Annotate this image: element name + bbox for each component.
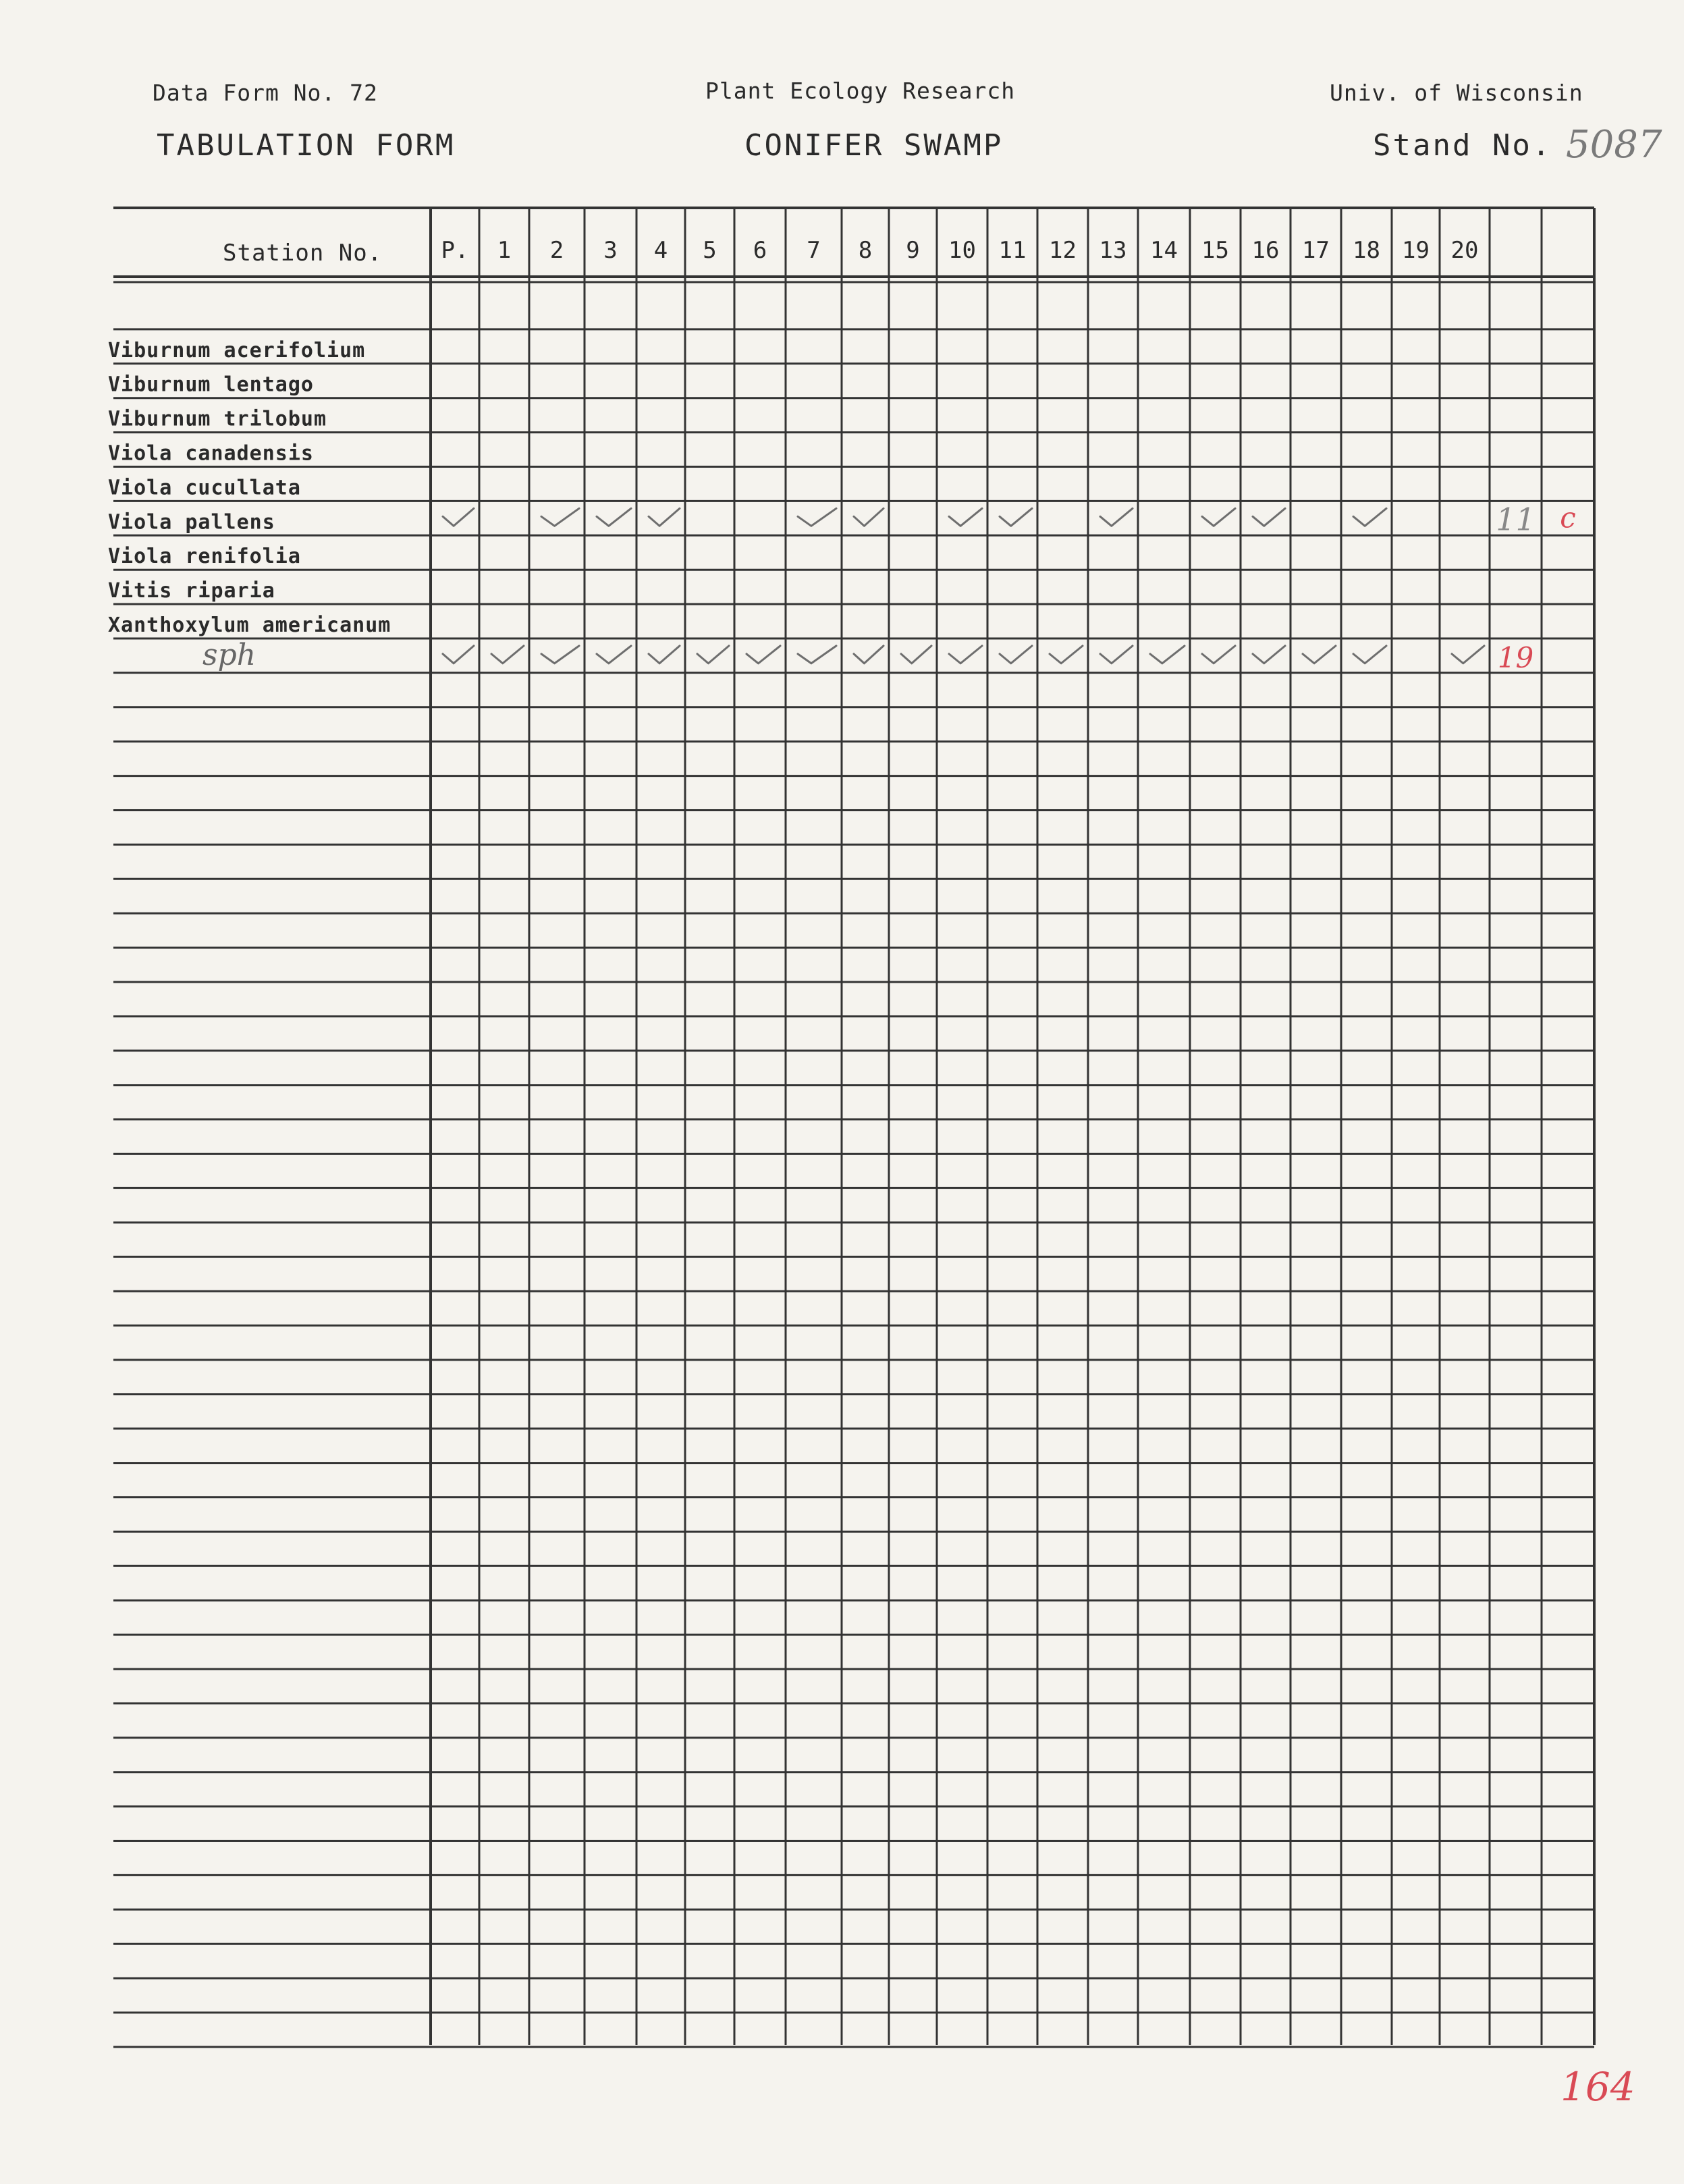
check-mark: [597, 646, 631, 663]
check-mark: [1303, 646, 1336, 663]
grid-marks: [443, 501, 1576, 674]
station-column-label: 15: [1201, 237, 1229, 264]
row-total: 11: [1496, 501, 1536, 538]
station-column-label: 1: [497, 237, 512, 264]
grid-lines: [113, 208, 1594, 2047]
station-column-label: 8: [858, 237, 873, 264]
row-note: c: [1560, 501, 1576, 535]
check-mark: [1100, 508, 1133, 526]
species-name: Viola cucullata: [108, 476, 301, 500]
row-total: 19: [1497, 640, 1534, 674]
station-column-label: 19: [1402, 237, 1430, 264]
check-mark: [854, 508, 884, 526]
check-mark: [901, 646, 931, 663]
check-mark: [854, 646, 884, 663]
station-column-label: 5: [703, 237, 717, 264]
station-column-label: 17: [1302, 237, 1330, 264]
check-mark: [1202, 646, 1235, 663]
check-mark: [1150, 646, 1185, 663]
form-title: TABULATION FORM: [157, 128, 456, 163]
form-number: Data Form No. 72: [153, 80, 378, 106]
station-number-label: Station No.: [223, 240, 383, 267]
check-mark: [541, 508, 579, 526]
check-mark: [491, 646, 524, 663]
species-name: Viola canadensis: [108, 441, 314, 466]
station-column-label: 10: [948, 237, 976, 264]
check-mark: [949, 646, 982, 663]
check-mark: [1353, 646, 1386, 663]
species-name: Xanthoxylum americanum: [108, 613, 391, 637]
check-mark: [798, 646, 836, 663]
station-column-label: 9: [906, 237, 920, 264]
check-mark: [1050, 646, 1083, 663]
station-column-label: 6: [753, 237, 767, 264]
species-name: Viburnum trilobum: [108, 407, 327, 431]
check-mark: [649, 646, 680, 663]
grid-labels: [108, 237, 1478, 672]
check-mark: [1452, 646, 1484, 663]
station-column-label: 20: [1450, 237, 1479, 264]
station-column-label: 12: [1049, 237, 1077, 264]
station-column-label: 18: [1353, 237, 1380, 264]
station-column-label: 2: [549, 237, 564, 264]
check-mark: [1253, 508, 1285, 526]
station-column-label: 14: [1150, 237, 1178, 264]
check-mark: [697, 646, 729, 663]
check-mark: [541, 646, 579, 663]
check-mark: [443, 508, 474, 526]
check-mark: [1000, 508, 1032, 526]
page-number: 164: [1560, 2064, 1635, 2110]
species-name: Viola renifolia: [108, 545, 301, 569]
species-name: Viola pallens: [108, 510, 275, 535]
species-name-handwritten: sph: [202, 637, 256, 672]
station-column-label: 3: [603, 237, 618, 264]
check-mark: [1353, 508, 1386, 526]
species-name: Vitis riparia: [108, 579, 275, 603]
species-name: Viburnum acerifolium: [108, 338, 366, 362]
check-mark: [1202, 508, 1235, 526]
station-column-label: P.: [441, 237, 469, 264]
station-column-label: 13: [1099, 237, 1127, 264]
check-mark: [597, 508, 631, 526]
check-mark: [1100, 646, 1133, 663]
research-heading: Plant Ecology Research: [705, 78, 1016, 104]
check-mark: [949, 508, 982, 526]
station-column-label: 4: [653, 237, 668, 264]
university-heading: Univ. of Wisconsin: [1330, 80, 1583, 106]
check-mark: [746, 646, 780, 663]
check-mark: [1253, 646, 1285, 663]
stand-number-label: Stand No.: [1373, 128, 1552, 163]
stand-number-value: 5087: [1566, 123, 1662, 167]
station-column-label: 16: [1251, 237, 1280, 264]
check-mark: [443, 646, 474, 663]
community-title: CONIFER SWAMP: [744, 128, 1004, 163]
check-mark: [798, 508, 836, 526]
check-mark: [1000, 646, 1032, 663]
check-mark: [649, 508, 680, 526]
species-name: Viburnum lentago: [108, 373, 314, 397]
station-column-label: 7: [807, 237, 821, 264]
station-column-label: 11: [998, 237, 1027, 264]
